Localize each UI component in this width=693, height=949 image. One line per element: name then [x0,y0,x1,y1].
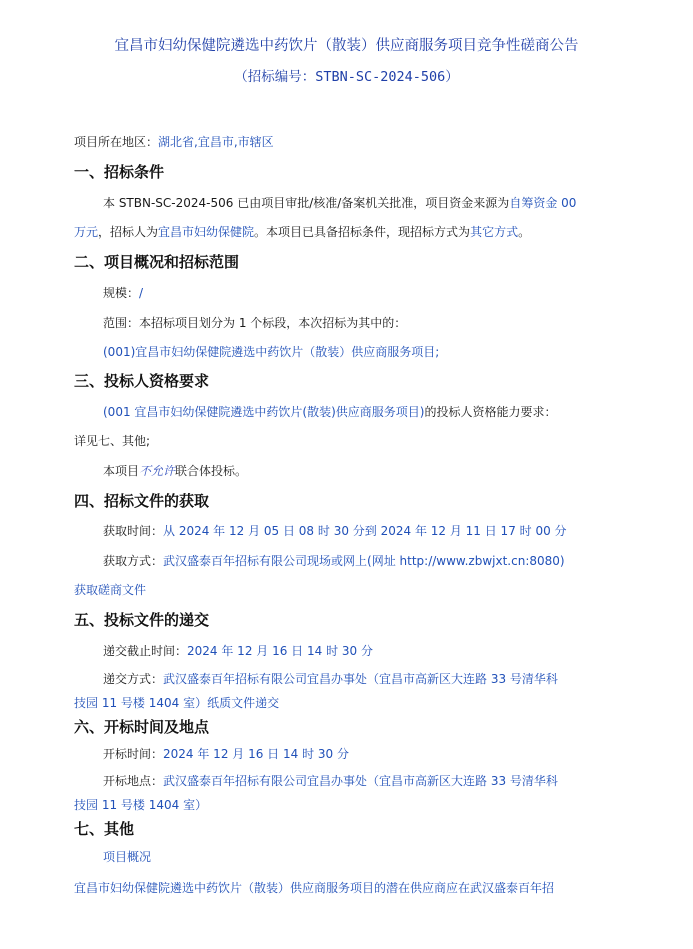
s2-lot: (001)宜昌市妇幼保健院遴选中药饮片（散装）供应商服务项目; [103,345,440,359]
section-1-heading: 一、招标条件 [74,163,165,181]
s5-deadline-value: 2024 年 12 月 16 日 14 时 30 分 [187,644,373,658]
s3-consortium [103,463,643,479]
section-3-heading: 三、投标人资格要求 [74,372,210,390]
document-title: 宜昌市妇幼保健院遴选中药饮片（散装）供应商服务项目竞争性磋商公告 [114,38,579,54]
s4-way-label: 获取方式： [103,554,164,568]
s1-line-1 [103,195,643,211]
s1-tenderer: 宜昌市妇幼保健院 [158,225,255,239]
s1-line-2 [74,224,614,240]
s1-method: 其它方式 [470,225,519,239]
section-6-heading: 六、开标时间及地点 [74,718,210,736]
s3-req-detail: 详见七、其他; [74,434,151,448]
s1-text-a: 本 STBN-SC-2024-506 已由项目审批/核准/备案机关批准，项目资金来源为 [103,196,510,210]
section-5-heading: 五、投标文件的递交 [74,611,210,629]
bid-number: （招标编号：STBN-SC-2024-506） [234,69,459,85]
s1-unit: 万元 [74,225,99,239]
region-label: 项目所在地区： [74,135,159,149]
s6-place-cont: 技园 11 号楼 1404 室） [74,798,208,812]
s5-method [103,671,643,687]
s4-time [103,523,643,539]
s4-way-cont: 获取磋商文件 [74,583,147,597]
s1-fund-source: 自筹资金 00 [509,196,577,210]
s5-method-label: 递交方式： [103,672,164,686]
s3-req-line [103,404,643,420]
s2-scale-label: 规模： [103,286,140,300]
s4-time-value: 从 2024 年 12 月 05 日 08 时 30 分到 2024 年 12 月 11 日 17 时 00 分 [163,524,567,538]
s1-text-c: 。本项目已具备招标条件，现招标方式为 [254,225,471,239]
s6-place-label: 开标地点： [103,774,164,788]
s5-deadline-label: 递交截止时间： [103,644,188,658]
s3-req-text: 的投标人资格能力要求： [424,405,557,419]
s5-method-cont: 技园 11 号楼 1404 室）纸质文件递交 [74,696,280,710]
s4-way [103,553,643,569]
s2-scale-value: / [139,286,144,300]
section-2-heading: 二、项目概况和招标范围 [74,253,240,271]
section-7-heading: 七、其他 [74,820,135,838]
s2-range: 范围：本招标项目划分为 1 个标段，本次招标为其中的： [103,316,407,330]
s6-time-value: 2024 年 12 月 16 日 14 时 30 分 [163,747,349,761]
s7-text: 宜昌市妇幼保健院遴选中药饮片（散装）供应商服务项目的潜在供应商应在武汉盛泰百年招 [74,881,555,895]
s3-consort-a: 本项目 [103,464,140,478]
s6-time [103,746,643,762]
s4-time-label: 获取时间： [103,524,164,538]
s6-time-label: 开标时间： [103,747,164,761]
s2-scale [103,285,643,301]
s3-lot-ref: (001 宜昌市妇幼保健院遴选中药饮片(散装)供应商服务项目) [103,405,425,419]
s7-subheading: 项目概况 [103,850,152,864]
region-value: 湖北省,宜昌市,市辖区 [158,135,274,149]
s5-method-value: 武汉盛泰百年招标有限公司宜昌办事处（宜昌市高新区大连路 33 号清华科 [163,672,558,686]
s6-place-value: 武汉盛泰百年招标有限公司宜昌办事处（宜昌市高新区大连路 33 号清华科 [163,774,558,788]
s3-consort-flag: 不允许 [139,464,176,478]
s6-place [103,773,643,789]
section-4-heading: 四、招标文件的获取 [74,492,210,510]
region-line [74,134,614,150]
s1-text-b: ，招标人为 [98,225,159,239]
s1-text-d: 。 [518,225,531,239]
s4-way-value: 武汉盛泰百年招标有限公司现场或网上(网址 http://www.zbwjxt.cn:8080) [163,554,565,568]
s5-deadline [103,643,643,659]
s3-consort-c: 联合体投标。 [175,464,248,478]
